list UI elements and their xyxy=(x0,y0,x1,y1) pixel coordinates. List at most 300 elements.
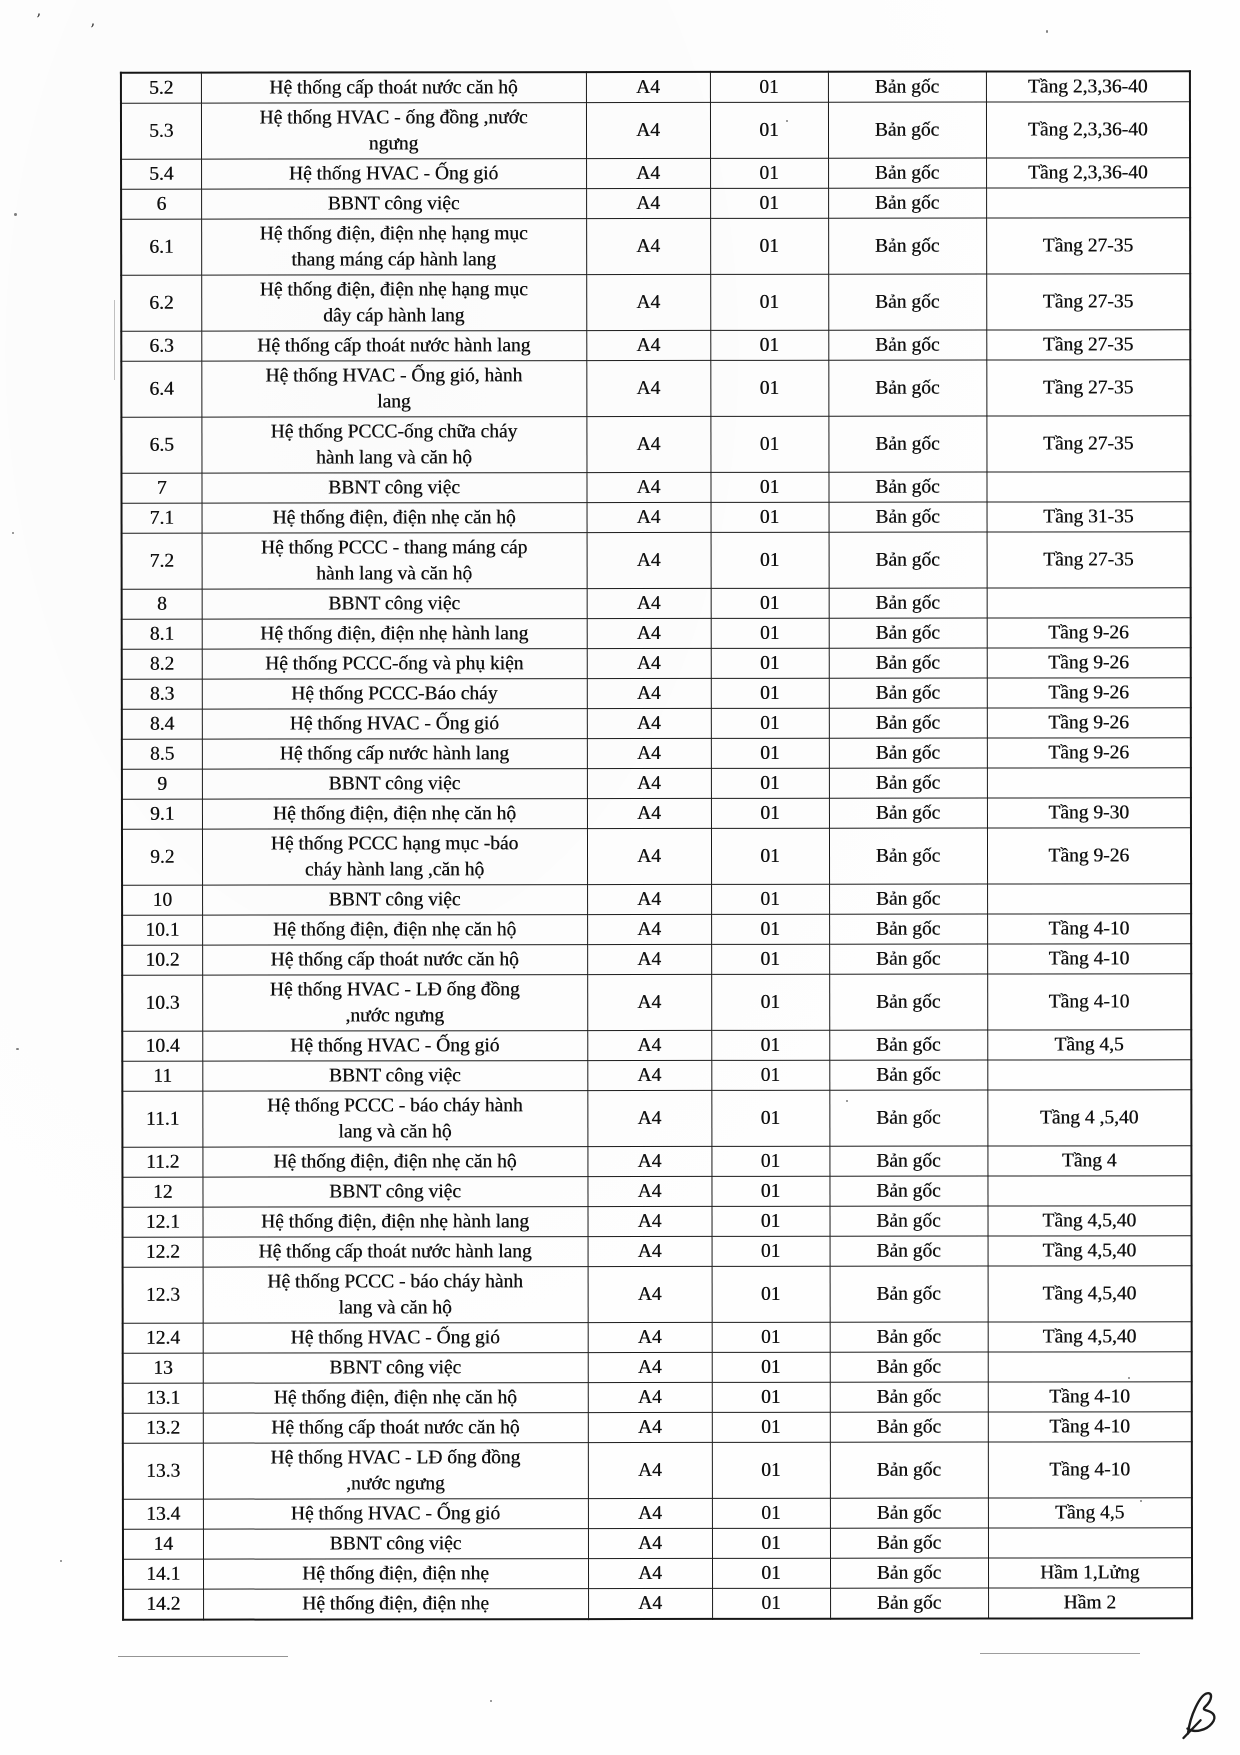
cell-desc: Hệ thống PCCC - thang máng cáp hành lang và căn hộ xyxy=(202,533,587,590)
cell-desc: Hệ thống HVAC - LĐ ống đồng ,nước ngưng xyxy=(202,975,587,1032)
cell-idx: 8 xyxy=(122,589,202,619)
cell-idx: 6.2 xyxy=(121,275,201,331)
cell-size: A4 xyxy=(586,472,710,502)
cell-idx: 6.4 xyxy=(121,361,201,417)
cell-size: A4 xyxy=(587,588,711,618)
table-row xyxy=(122,884,1191,915)
document-table xyxy=(120,70,1193,1620)
cell-qty: 01 xyxy=(711,1146,829,1176)
cell-type: Bản gốc xyxy=(829,974,987,1030)
cell-qty: 01 xyxy=(710,218,828,274)
table-row xyxy=(122,768,1191,799)
cell-loc: Tầng 4 xyxy=(987,1146,1191,1176)
cell-loc: Tầng 27-35 xyxy=(986,274,1190,330)
cell-desc: BBNT công việc xyxy=(203,1353,588,1384)
table-row xyxy=(123,1206,1192,1237)
cell-idx: 10.4 xyxy=(122,1031,202,1061)
cell-size: A4 xyxy=(586,218,710,274)
cell-qty: 01 xyxy=(712,1498,830,1528)
cell-type: Bản gốc xyxy=(829,678,987,708)
cell-qty: 01 xyxy=(711,648,829,678)
table-row xyxy=(121,102,1190,159)
cell-type: Bản gốc xyxy=(828,158,986,188)
cell-qty: 01 xyxy=(710,360,828,416)
cell-qty: 01 xyxy=(711,798,829,828)
cell-idx: 5.3 xyxy=(121,103,201,159)
cell-desc: BBNT công việc xyxy=(203,1529,588,1560)
cell-desc: Hệ thống điện, điện nhẹ hành lang xyxy=(203,1207,588,1238)
cell-size: A4 xyxy=(586,360,710,416)
cell-qty: 01 xyxy=(710,102,828,158)
cell-qty: 01 xyxy=(711,588,829,618)
cell-idx: 6.3 xyxy=(121,331,201,361)
cell-type: Bản gốc xyxy=(829,1060,987,1090)
cell-size: A4 xyxy=(588,1266,712,1322)
cell-type: Bản gốc xyxy=(829,828,987,884)
cell-type: Bản gốc xyxy=(829,618,987,648)
cell-qty: 01 xyxy=(710,188,828,218)
cell-loc: Tầng 9-26 xyxy=(987,738,1191,768)
cell-type: Bản gốc xyxy=(830,1498,988,1528)
table-row xyxy=(121,472,1190,503)
cell-size: A4 xyxy=(587,768,711,798)
scan-speck xyxy=(1128,1377,1130,1379)
cell-qty: 01 xyxy=(711,914,829,944)
cell-type: Bản gốc xyxy=(829,1030,987,1060)
cell-idx: 10 xyxy=(122,885,202,915)
cell-type: Bản gốc xyxy=(829,1146,987,1176)
table-row xyxy=(121,71,1190,103)
cell-qty: 01 xyxy=(711,974,829,1030)
cell-idx: 11.1 xyxy=(122,1091,202,1147)
cell-loc: Tầng 4,5,40 xyxy=(988,1266,1192,1322)
table-row xyxy=(121,330,1190,361)
cell-desc: Hệ thống cấp thoát nước căn hộ xyxy=(203,1413,588,1444)
cell-qty: 01 xyxy=(710,158,828,188)
cell-idx: 6 xyxy=(121,189,201,219)
cell-type: Bản gốc xyxy=(829,648,987,678)
cell-type: Bản gốc xyxy=(830,1236,988,1266)
cell-type: Bản gốc xyxy=(829,884,987,914)
table-row xyxy=(123,1382,1192,1413)
cell-qty: 01 xyxy=(710,330,828,360)
cell-size: A4 xyxy=(588,1322,712,1352)
table-row xyxy=(123,1412,1192,1443)
scan-tick-mark: ’ xyxy=(36,10,42,29)
scan-speck xyxy=(12,532,14,534)
cell-qty: 01 xyxy=(711,884,829,914)
cell-size: A4 xyxy=(587,828,711,884)
cell-size: A4 xyxy=(587,914,711,944)
cell-qty: 01 xyxy=(712,1558,830,1588)
cell-qty: 01 xyxy=(711,708,829,738)
cell-desc: Hệ thống điện, điện nhẹ xyxy=(203,1559,588,1590)
scan-speck xyxy=(786,120,788,122)
table-row xyxy=(123,1442,1192,1499)
cell-size: A4 xyxy=(588,1236,712,1266)
cell-loc: Tầng 27-35 xyxy=(987,532,1191,588)
table-row xyxy=(122,588,1191,619)
scan-speck xyxy=(16,1048,19,1050)
scan-speck xyxy=(14,213,17,216)
table-row xyxy=(122,502,1191,533)
cell-idx: 10.2 xyxy=(122,945,202,975)
cell-qty: 01 xyxy=(711,502,829,532)
table-row xyxy=(121,158,1190,189)
table-row xyxy=(123,1498,1192,1529)
cell-qty: 01 xyxy=(711,1090,829,1146)
cell-loc xyxy=(987,1176,1191,1206)
cell-idx: 9.1 xyxy=(122,799,202,829)
cell-idx: 5.4 xyxy=(121,159,201,189)
table-row xyxy=(122,1030,1191,1061)
cell-size: A4 xyxy=(588,1442,712,1498)
cell-type: Bản gốc xyxy=(830,1558,988,1588)
cell-qty: 01 xyxy=(712,1528,830,1558)
table-row xyxy=(122,914,1191,945)
cell-desc: BBNT công việc xyxy=(202,769,587,800)
cell-size: A4 xyxy=(586,72,710,103)
cell-loc: Tầng 4,5,40 xyxy=(988,1236,1192,1266)
cell-loc xyxy=(986,188,1190,218)
table-row xyxy=(121,360,1190,417)
cell-idx: 13 xyxy=(123,1353,203,1383)
cell-desc: Hệ thống PCCC-ống chữa cháy hành lang và căn hộ xyxy=(201,417,586,474)
scan-speck xyxy=(1046,30,1048,33)
cell-qty: 01 xyxy=(710,416,828,472)
cell-type: Bản gốc xyxy=(828,360,986,416)
scan-tick-mark: ’ xyxy=(90,20,96,39)
cell-idx: 14 xyxy=(123,1529,203,1559)
table-row xyxy=(123,1236,1192,1267)
table-row xyxy=(122,708,1191,739)
cell-size: A4 xyxy=(587,1176,711,1206)
cell-qty: 01 xyxy=(710,72,828,103)
cell-qty: 01 xyxy=(712,1236,830,1266)
table-row xyxy=(121,274,1190,331)
cell-desc: Hệ thống cấp thoát nước hành lang xyxy=(203,1237,588,1268)
cell-loc xyxy=(988,1528,1192,1558)
cell-type: Bản gốc xyxy=(829,1176,987,1206)
table-row xyxy=(122,648,1191,679)
table-row xyxy=(122,798,1191,829)
cell-qty: 01 xyxy=(712,1412,830,1442)
cell-desc: Hệ thống HVAC - Ống gió xyxy=(202,1031,587,1062)
cell-size: A4 xyxy=(588,1352,712,1382)
cell-loc: Tầng 9-26 xyxy=(987,648,1191,678)
table-row xyxy=(122,828,1191,885)
cell-loc xyxy=(987,1060,1191,1090)
cell-loc: Tầng 27-35 xyxy=(986,360,1190,416)
cell-size: A4 xyxy=(587,502,711,532)
cell-desc: Hệ thống điện, điện nhẹ căn hộ xyxy=(202,915,587,946)
cell-idx: 13.3 xyxy=(123,1443,203,1499)
cell-idx: 12 xyxy=(122,1177,202,1207)
cell-desc: BBNT công việc xyxy=(201,189,586,220)
scan-speck xyxy=(60,1560,62,1562)
cell-loc: Tầng 31-35 xyxy=(987,502,1191,532)
cell-desc: Hệ thống điện, điện nhẹ hạng mục thang máng cáp hành lang xyxy=(201,219,586,276)
cell-size: A4 xyxy=(587,532,711,588)
cell-desc: Hệ thống cấp thoát nước căn hộ xyxy=(202,945,587,976)
cell-size: A4 xyxy=(587,1146,711,1176)
cell-size: A4 xyxy=(586,416,710,472)
cell-qty: 01 xyxy=(712,1352,830,1382)
cell-loc xyxy=(987,884,1191,914)
cell-qty: 01 xyxy=(711,618,829,648)
cell-size: A4 xyxy=(587,618,711,648)
cell-loc: Tầng 4,5 xyxy=(988,1498,1192,1528)
table-row xyxy=(122,1060,1191,1091)
cell-type: Bản gốc xyxy=(828,188,986,218)
cell-qty: 01 xyxy=(711,944,829,974)
cell-size: A4 xyxy=(587,974,711,1030)
cell-size: A4 xyxy=(586,188,710,218)
cell-qty: 01 xyxy=(710,274,828,330)
cell-type: Bản gốc xyxy=(828,274,986,330)
cell-desc: BBNT công việc xyxy=(202,885,587,916)
table-row xyxy=(123,1352,1192,1383)
table-row xyxy=(121,218,1190,275)
cell-loc: Tầng 27-35 xyxy=(986,416,1190,472)
cell-desc: Hệ thống điện, điện nhẹ hạng mục dây cáp hành lang xyxy=(201,275,586,332)
cell-qty: 01 xyxy=(711,1030,829,1060)
cell-idx: 14.2 xyxy=(123,1589,203,1620)
cell-idx: 12.1 xyxy=(123,1207,203,1237)
cell-type: Bản gốc xyxy=(829,588,987,618)
cell-idx: 7 xyxy=(121,473,201,503)
table-row xyxy=(122,618,1191,649)
table-row xyxy=(122,1176,1191,1207)
cell-qty: 01 xyxy=(711,678,829,708)
cell-desc: Hệ thống HVAC - Ống gió, hành lang xyxy=(201,361,586,418)
cell-qty: 01 xyxy=(712,1382,830,1412)
cell-desc: Hệ thống điện, điện nhẹ căn hộ xyxy=(202,503,587,534)
cell-qty: 01 xyxy=(712,1322,830,1352)
cell-qty: 01 xyxy=(712,1206,830,1236)
cell-loc: Tầng 9-26 xyxy=(987,618,1191,648)
cell-type: Bản gốc xyxy=(829,914,987,944)
cell-desc: Hệ thống HVAC - Ống gió xyxy=(201,159,586,190)
table-row xyxy=(122,974,1191,1031)
cell-desc: Hệ thống HVAC - Ống gió xyxy=(203,1499,588,1530)
cell-type: Bản gốc xyxy=(830,1266,988,1322)
cell-type: Bản gốc xyxy=(828,330,986,360)
cell-idx: 13.4 xyxy=(123,1499,203,1529)
cell-loc: Tầng 2,3,36-40 xyxy=(986,158,1190,188)
cell-type: Bản gốc xyxy=(829,944,987,974)
cell-idx: 12.3 xyxy=(123,1267,203,1323)
cell-idx: 12.2 xyxy=(123,1237,203,1267)
cell-loc: Tầng 2,3,36-40 xyxy=(986,71,1190,102)
scan-artifact-line xyxy=(114,300,115,380)
cell-type: Bản gốc xyxy=(829,1090,987,1146)
handwritten-mark xyxy=(1175,1686,1228,1743)
cell-qty: 01 xyxy=(711,768,829,798)
cell-loc: Tầng 4-10 xyxy=(987,974,1191,1030)
cell-idx: 9 xyxy=(122,769,202,799)
cell-type: Bản gốc xyxy=(828,102,986,158)
cell-size: A4 xyxy=(587,798,711,828)
cell-qty: 01 xyxy=(712,1266,830,1322)
cell-loc: Tầng 9-26 xyxy=(987,708,1191,738)
cell-qty: 01 xyxy=(711,828,829,884)
cell-desc: Hệ thống HVAC - LĐ ống đồng ,nước ngưng xyxy=(203,1443,588,1500)
table-row xyxy=(122,532,1191,589)
cell-desc: BBNT công việc xyxy=(202,1177,587,1208)
cell-type: Bản gốc xyxy=(829,738,987,768)
cell-idx: 10.1 xyxy=(122,915,202,945)
cell-loc: Tầng 4,5,40 xyxy=(988,1206,1192,1236)
cell-size: A4 xyxy=(588,1558,712,1588)
cell-desc: Hệ thống HVAC - Ống gió xyxy=(203,1323,588,1354)
cell-type: Bản gốc xyxy=(828,72,986,103)
cell-idx: 10.3 xyxy=(122,975,202,1031)
cell-size: A4 xyxy=(586,330,710,360)
scan-artifact-line xyxy=(118,1656,288,1657)
table-row xyxy=(122,738,1191,769)
cell-type: Bản gốc xyxy=(828,218,986,274)
cell-loc: Tầng 4,5,40 xyxy=(988,1322,1192,1352)
cell-size: A4 xyxy=(588,1382,712,1412)
cell-idx: 13.2 xyxy=(123,1413,203,1443)
cell-desc: Hệ thống điện, điện nhẹ căn hộ xyxy=(202,799,587,830)
cell-loc: Hầm 2 xyxy=(988,1588,1192,1619)
cell-qty: 01 xyxy=(711,532,829,588)
table-row xyxy=(123,1528,1192,1559)
cell-size: A4 xyxy=(586,158,710,188)
cell-loc: Tầng 4-10 xyxy=(987,944,1191,974)
cell-size: A4 xyxy=(586,274,710,330)
cell-idx: 6.5 xyxy=(121,417,201,473)
cell-idx: 14.1 xyxy=(123,1559,203,1589)
cell-size: A4 xyxy=(587,738,711,768)
cell-size: A4 xyxy=(588,1206,712,1236)
scan-speck xyxy=(846,1100,848,1102)
cell-loc: Tầng 4-10 xyxy=(988,1412,1192,1442)
cell-type: Bản gốc xyxy=(830,1442,988,1498)
cell-idx: 7.2 xyxy=(122,533,202,589)
cell-loc: Tầng 4-10 xyxy=(988,1382,1192,1412)
cell-desc: Hệ thống điện, điện nhẹ hành lang xyxy=(202,619,587,650)
table-row xyxy=(123,1322,1192,1353)
cell-desc: Hệ thống cấp thoát nước hành lang xyxy=(201,331,586,362)
cell-desc: Hệ thống PCCC - báo cháy hành lang và căn hộ xyxy=(202,1091,587,1148)
cell-size: A4 xyxy=(588,1588,712,1619)
cell-qty: 01 xyxy=(711,738,829,768)
cell-type: Bản gốc xyxy=(828,416,986,472)
cell-loc: Tầng 4,5 xyxy=(987,1030,1191,1060)
table-row xyxy=(123,1588,1192,1620)
cell-idx: 5.2 xyxy=(121,73,201,104)
cell-type: Bản gốc xyxy=(830,1412,988,1442)
cell-idx: 11 xyxy=(122,1061,202,1091)
cell-size: A4 xyxy=(586,102,710,158)
cell-size: A4 xyxy=(587,1090,711,1146)
cell-desc: Hệ thống PCCC-ống và phụ kiện xyxy=(202,649,587,680)
cell-desc: Hệ thống PCCC hạng mục -báo cháy hành lang ,căn hộ xyxy=(202,829,587,886)
cell-loc xyxy=(986,472,1190,502)
table-row xyxy=(121,188,1190,219)
cell-size: A4 xyxy=(588,1498,712,1528)
cell-type: Bản gốc xyxy=(829,708,987,738)
cell-loc: Tầng 2,3,36-40 xyxy=(986,102,1190,158)
cell-qty: 01 xyxy=(712,1442,830,1498)
cell-desc: Hệ thống cấp thoát nước căn hộ xyxy=(201,72,586,103)
cell-loc: Tầng 27-35 xyxy=(986,218,1190,274)
cell-size: A4 xyxy=(588,1528,712,1558)
cell-type: Bản gốc xyxy=(829,532,987,588)
cell-qty: 01 xyxy=(710,472,828,502)
cell-loc xyxy=(987,768,1191,798)
cell-desc: BBNT công việc xyxy=(202,589,587,620)
cell-qty: 01 xyxy=(711,1060,829,1090)
scan-artifact-line xyxy=(980,1653,1140,1654)
cell-loc: Tầng 4 ,5,40 xyxy=(987,1090,1191,1146)
cell-type: Bản gốc xyxy=(830,1206,988,1236)
cell-type: Bản gốc xyxy=(829,502,987,532)
cell-type: Bản gốc xyxy=(830,1588,988,1619)
cell-size: A4 xyxy=(587,1030,711,1060)
cell-desc: Hệ thống PCCC - báo cháy hành lang và căn hộ xyxy=(203,1267,588,1324)
cell-loc: Hầm 1,Lửng xyxy=(988,1558,1192,1588)
cell-loc xyxy=(987,588,1191,618)
cell-idx: 12.4 xyxy=(123,1323,203,1353)
document-table-body xyxy=(121,71,1192,1619)
cell-desc: Hệ thống HVAC - Ống gió xyxy=(202,709,587,740)
cell-loc: Tầng 27-35 xyxy=(986,330,1190,360)
cell-loc: Tầng 4-10 xyxy=(987,914,1191,944)
cell-type: Bản gốc xyxy=(830,1322,988,1352)
cell-idx: 13.1 xyxy=(123,1383,203,1413)
cell-loc: Tầng 4-10 xyxy=(988,1442,1192,1498)
cell-type: Bản gốc xyxy=(828,472,986,502)
cell-desc: BBNT công việc xyxy=(202,1061,587,1092)
cell-desc: Hệ thống cấp nước hành lang xyxy=(202,739,587,770)
cell-type: Bản gốc xyxy=(830,1352,988,1382)
cell-type: Bản gốc xyxy=(830,1382,988,1412)
table-row xyxy=(123,1266,1192,1323)
cell-idx: 11.2 xyxy=(122,1147,202,1177)
cell-loc: Tầng 9-30 xyxy=(987,798,1191,828)
cell-loc: Tầng 9-26 xyxy=(987,828,1191,884)
cell-size: A4 xyxy=(587,1060,711,1090)
cell-idx: 7.1 xyxy=(122,503,202,533)
table-row xyxy=(122,1090,1191,1147)
scan-speck xyxy=(1140,1500,1142,1502)
table-row xyxy=(122,944,1191,975)
cell-type: Bản gốc xyxy=(829,798,987,828)
cell-idx: 8.3 xyxy=(122,679,202,709)
cell-qty: 01 xyxy=(712,1588,830,1619)
cell-qty: 01 xyxy=(711,1176,829,1206)
table-row xyxy=(123,1558,1192,1589)
cell-desc: Hệ thống HVAC - ống đồng ,nước ngưng xyxy=(201,103,586,160)
cell-idx: 9.2 xyxy=(122,829,202,885)
cell-loc: Tầng 9-26 xyxy=(987,678,1191,708)
cell-idx: 8.4 xyxy=(122,709,202,739)
cell-size: A4 xyxy=(587,678,711,708)
cell-desc: Hệ thống điện, điện nhẹ căn hộ xyxy=(203,1383,588,1414)
cell-size: A4 xyxy=(587,648,711,678)
cell-type: Bản gốc xyxy=(830,1528,988,1558)
cell-size: A4 xyxy=(587,944,711,974)
cell-loc xyxy=(988,1352,1192,1382)
cell-size: A4 xyxy=(588,1412,712,1442)
table-row xyxy=(122,1146,1191,1177)
cell-idx: 8.2 xyxy=(122,649,202,679)
cell-desc: Hệ thống điện, điện nhẹ xyxy=(203,1589,588,1620)
